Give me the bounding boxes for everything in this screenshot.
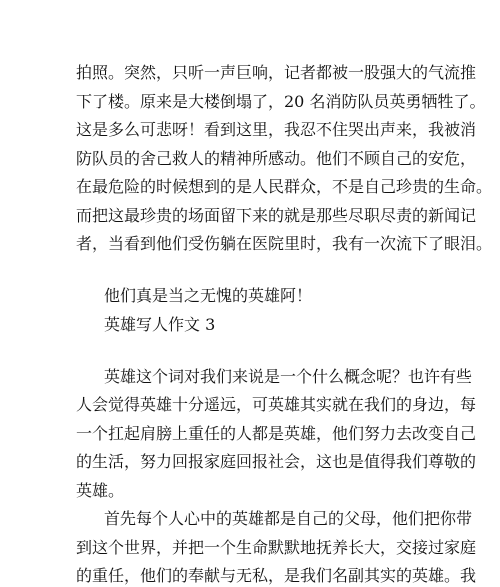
paragraph-1-line-1: 拍照。突然，只听一声巨响，记者都被一股强大的气流推 <box>76 63 477 82</box>
paragraph-2-line-4: 的生活，努力回报家庭回报社会，这也是值得我们尊敬的 <box>76 452 477 471</box>
paragraph-1-line-5: 在最危险的时候想到的是人民群众，不是自己珍贵的生命。 <box>76 177 493 196</box>
paragraph-2-line-1: 英雄这个词对我们来说是一个什么概念呢？也许有些 <box>104 367 473 386</box>
paragraph-2-line-3: 一个扛起肩膀上重任的人都是英雄，他们努力去改变自己 <box>76 424 477 443</box>
paragraph-1-line-6: 而把这最珍贵的场面留下来的就是那些尽职尽责的新闻记 <box>76 206 477 225</box>
closing-line: 他们真是当之无愧的英雄阿！ <box>104 286 313 305</box>
paragraph-1-line-4: 防队员的舍己救人的精神所感动。他们不顾自己的安危， <box>76 149 477 168</box>
paragraph-1-line-2: 下了楼。原来是大楼倒塌了，20 名消防队员英勇牺牲了。 <box>76 92 486 111</box>
essay-title: 英雄写人作文 3 <box>104 315 216 334</box>
paragraph-2-line-5: 英雄。 <box>76 481 125 500</box>
paragraph-3-line-2: 到这个世界，并把一个生命默默地抚养长大，交接过家庭 <box>76 538 477 557</box>
paragraph-1-line-3: 这是多么可悲呀！看到这里，我忍不住哭出声来，我被消 <box>76 120 477 139</box>
paragraph-3-line-3: 的重任，他们的奉献与无私，是我们名副其实的英雄。我 <box>76 566 477 585</box>
paragraph-3-line-1: 首先每个人心中的英雄都是自己的父母，他们把你带 <box>104 509 473 528</box>
paragraph-1-line-7: 者，当看到他们受伤躺在医院里时，我有一次流下了眼泪。 <box>76 234 493 253</box>
paragraph-2-line-2: 人会觉得英雄十分遥远，可英雄其实就在我们的身边，每 <box>76 395 477 414</box>
